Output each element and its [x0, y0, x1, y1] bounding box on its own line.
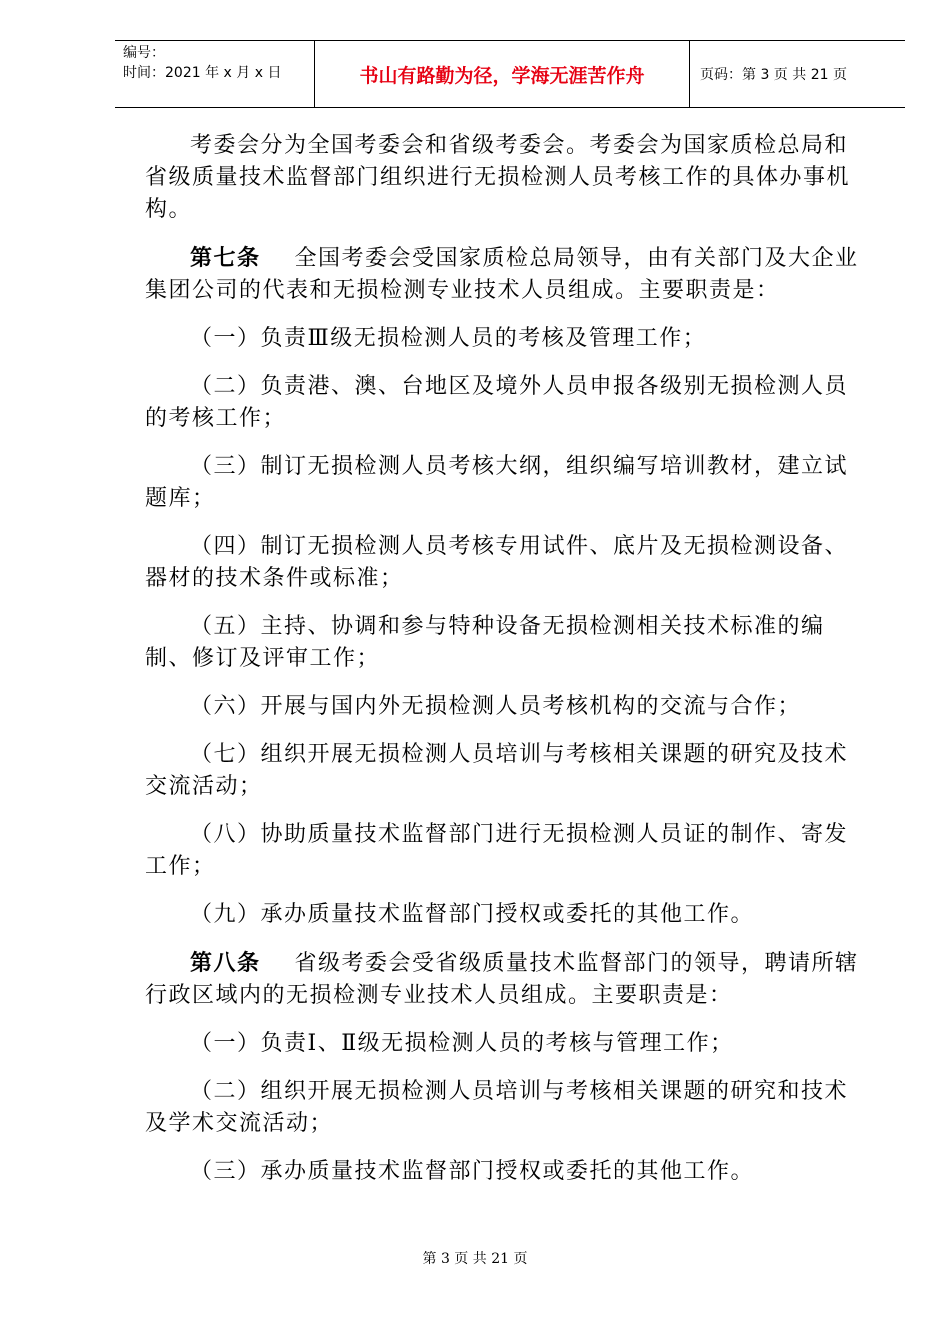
article-7-item: （五）主持、协调和参与特种设备无损检测相关技术标准的编制、修订及评审工作； [145, 614, 825, 671]
document-time: 时间：2021 年 x 月 x 日 [123, 65, 282, 81]
article-7 [145, 242, 860, 307]
paragraph-intro: 考委会分为全国考委会和省级考委会。考委会为国家质检总局和省级质量技术监督部门组织进行无损检测人员考核工作的具体办事机构。 [145, 133, 851, 222]
article-8-text: 省级考委会受省级质量技术监督部门的领导，聘请所辖行政区域内的无损检测专业技术人员组成。主要职责是： [145, 951, 859, 1008]
article-7-item: （三）制订无损检测人员考核大纲，组织编写培训教材，建立试题库； [145, 454, 849, 511]
page-header [115, 40, 905, 108]
article-7-item: （八）协助质量技术监督部门进行无损检测人员证的制作、寄发工作； [145, 822, 849, 879]
article-8 [145, 947, 860, 1012]
article-7-text: 全国考委会受国家质检总局领导，由有关部门及大企业集团公司的代表和无损检测专业技术人员组成。主要职责是： [145, 246, 859, 303]
article-8-title: 第八条 [190, 950, 261, 976]
article-7-item: （四）制订无损检测人员考核专用试件、底片及无损检测设备、器材的技术条件或标准； [145, 534, 849, 591]
document-body [145, 130, 860, 1188]
article-7-title: 第七条 [190, 245, 261, 271]
article-7-item: （一）负责Ⅲ级无损检测人员的考核及管理工作； [190, 326, 707, 351]
article-8-item: （二）组织开展无损检测人员培训与考核相关课题的研究和技术及学术交流活动； [145, 1079, 849, 1136]
article-8-item: （三）承办质量技术监督部门授权或委托的其他工作。 [190, 1159, 755, 1184]
header-motto: 书山有路勤为径，学海无涯苦作舟 [315, 41, 690, 107]
article-7-item: （九）承办质量技术监督部门授权或委托的其他工作。 [190, 902, 755, 927]
header-meta [115, 41, 315, 107]
article-7-item: （七）组织开展无损检测人员培训与考核相关课题的研究及技术交流活动； [145, 742, 849, 799]
article-7-item: （二）负责港、澳、台地区及境外人员申报各级别无损检测人员的考核工作； [145, 374, 849, 431]
page-footer: 第 3 页 共 21 页 [422, 1251, 528, 1267]
article-7-item: （六）开展与国内外无损检测人员考核机构的交流与合作； [190, 694, 802, 719]
article-8-item: （一）负责Ⅰ、Ⅱ级无损检测人员的考核与管理工作； [190, 1031, 734, 1056]
header-page-info: 页码：第 3 页 共 21 页 [700, 67, 847, 83]
document-number: 编号： [123, 45, 165, 61]
